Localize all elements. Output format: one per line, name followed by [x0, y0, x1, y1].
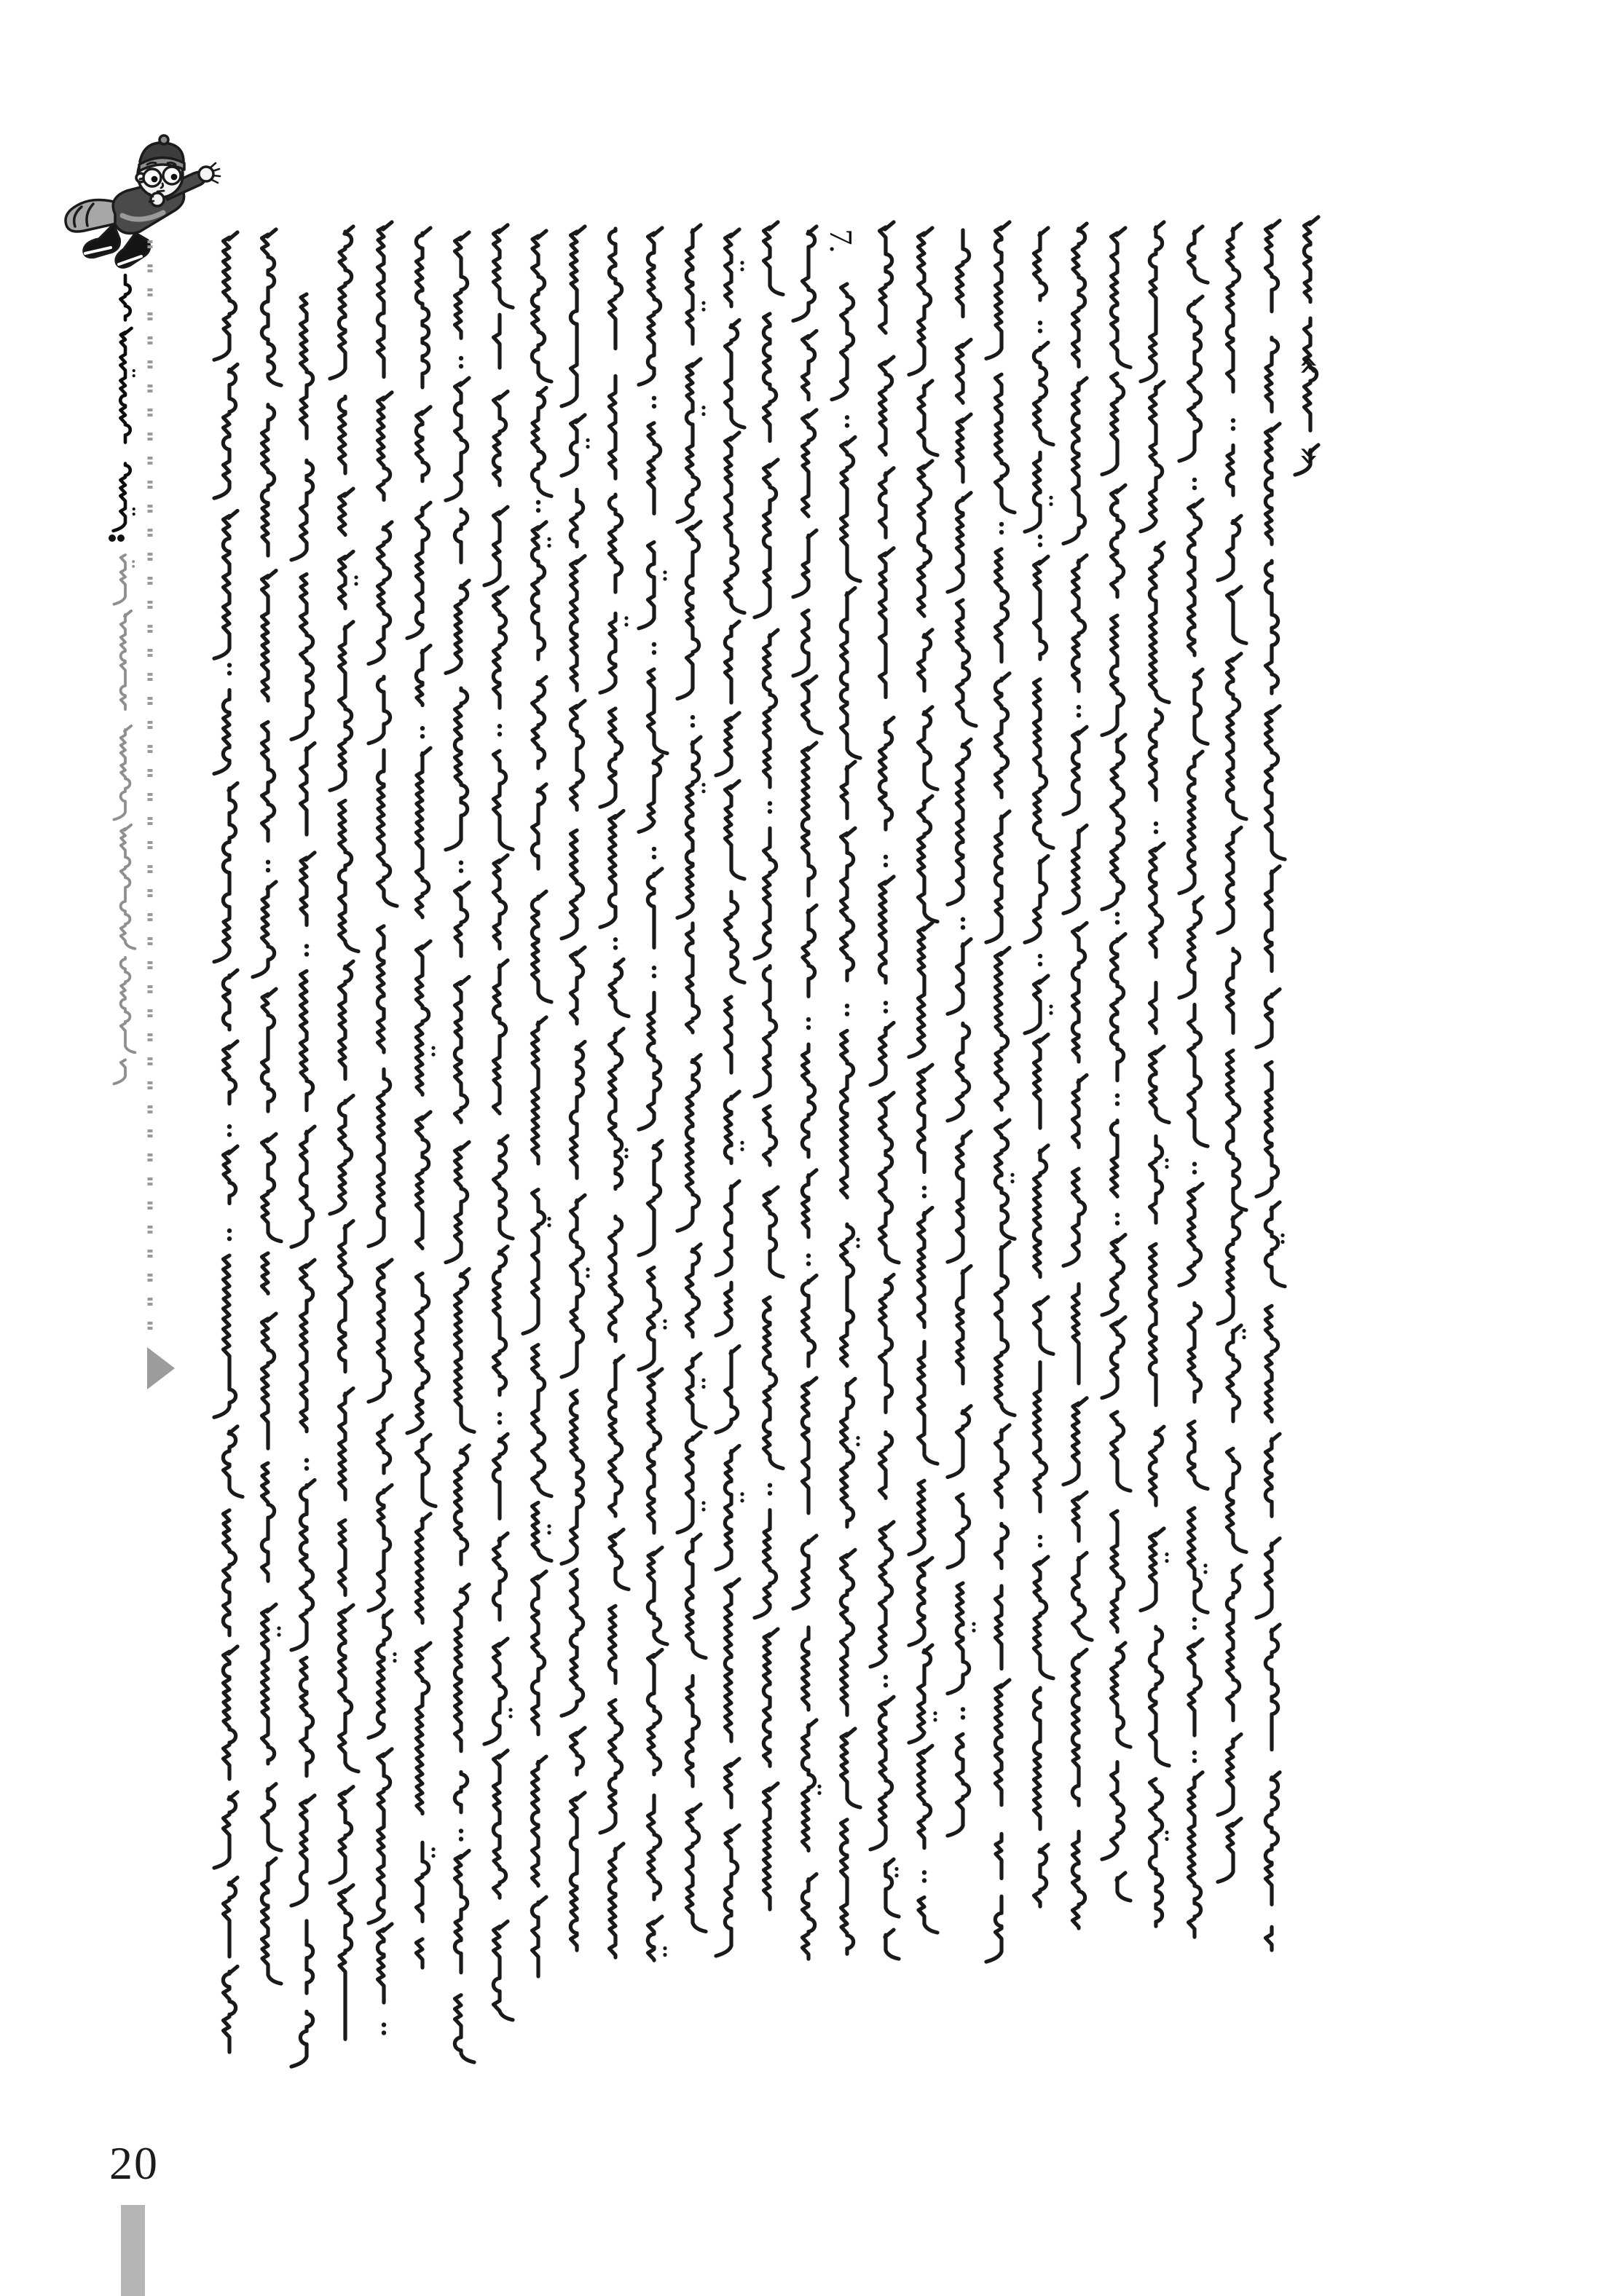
text-column [369, 222, 397, 2035]
text-column [755, 222, 783, 1909]
text-column [793, 226, 822, 1959]
text-column [253, 229, 281, 1984]
text-column [446, 232, 474, 2062]
text-column [1218, 224, 1246, 1882]
text-column [1025, 228, 1053, 1906]
text-column [562, 226, 590, 1950]
text-column [484, 225, 513, 2020]
text-column [523, 231, 551, 1976]
text-column [600, 229, 629, 1957]
text-column [1256, 221, 1285, 1950]
text-column [291, 294, 315, 2067]
text-column [1102, 228, 1130, 1901]
page-number: 20 [109, 2137, 159, 2189]
text-column [870, 222, 899, 1959]
text-column [948, 230, 976, 1836]
text-column [1141, 222, 1169, 1926]
text-column [1295, 217, 1318, 475]
text-column [1063, 224, 1092, 1928]
exercise-number-marker: 7. [823, 229, 859, 253]
footer-bar [121, 2205, 145, 2296]
text-column [407, 228, 436, 1968]
text-column [1179, 226, 1208, 1937]
text-column [639, 228, 667, 1960]
text-column [832, 284, 860, 1954]
guillemet-quote-mark: « [1291, 355, 1330, 376]
text-column [716, 229, 744, 1956]
guillemet-quote-mark: » [1291, 445, 1330, 467]
text-column [909, 228, 937, 1933]
text-column [330, 226, 358, 2039]
text-column [214, 232, 243, 2052]
text-column [986, 222, 1015, 1962]
text-column [677, 225, 706, 1931]
